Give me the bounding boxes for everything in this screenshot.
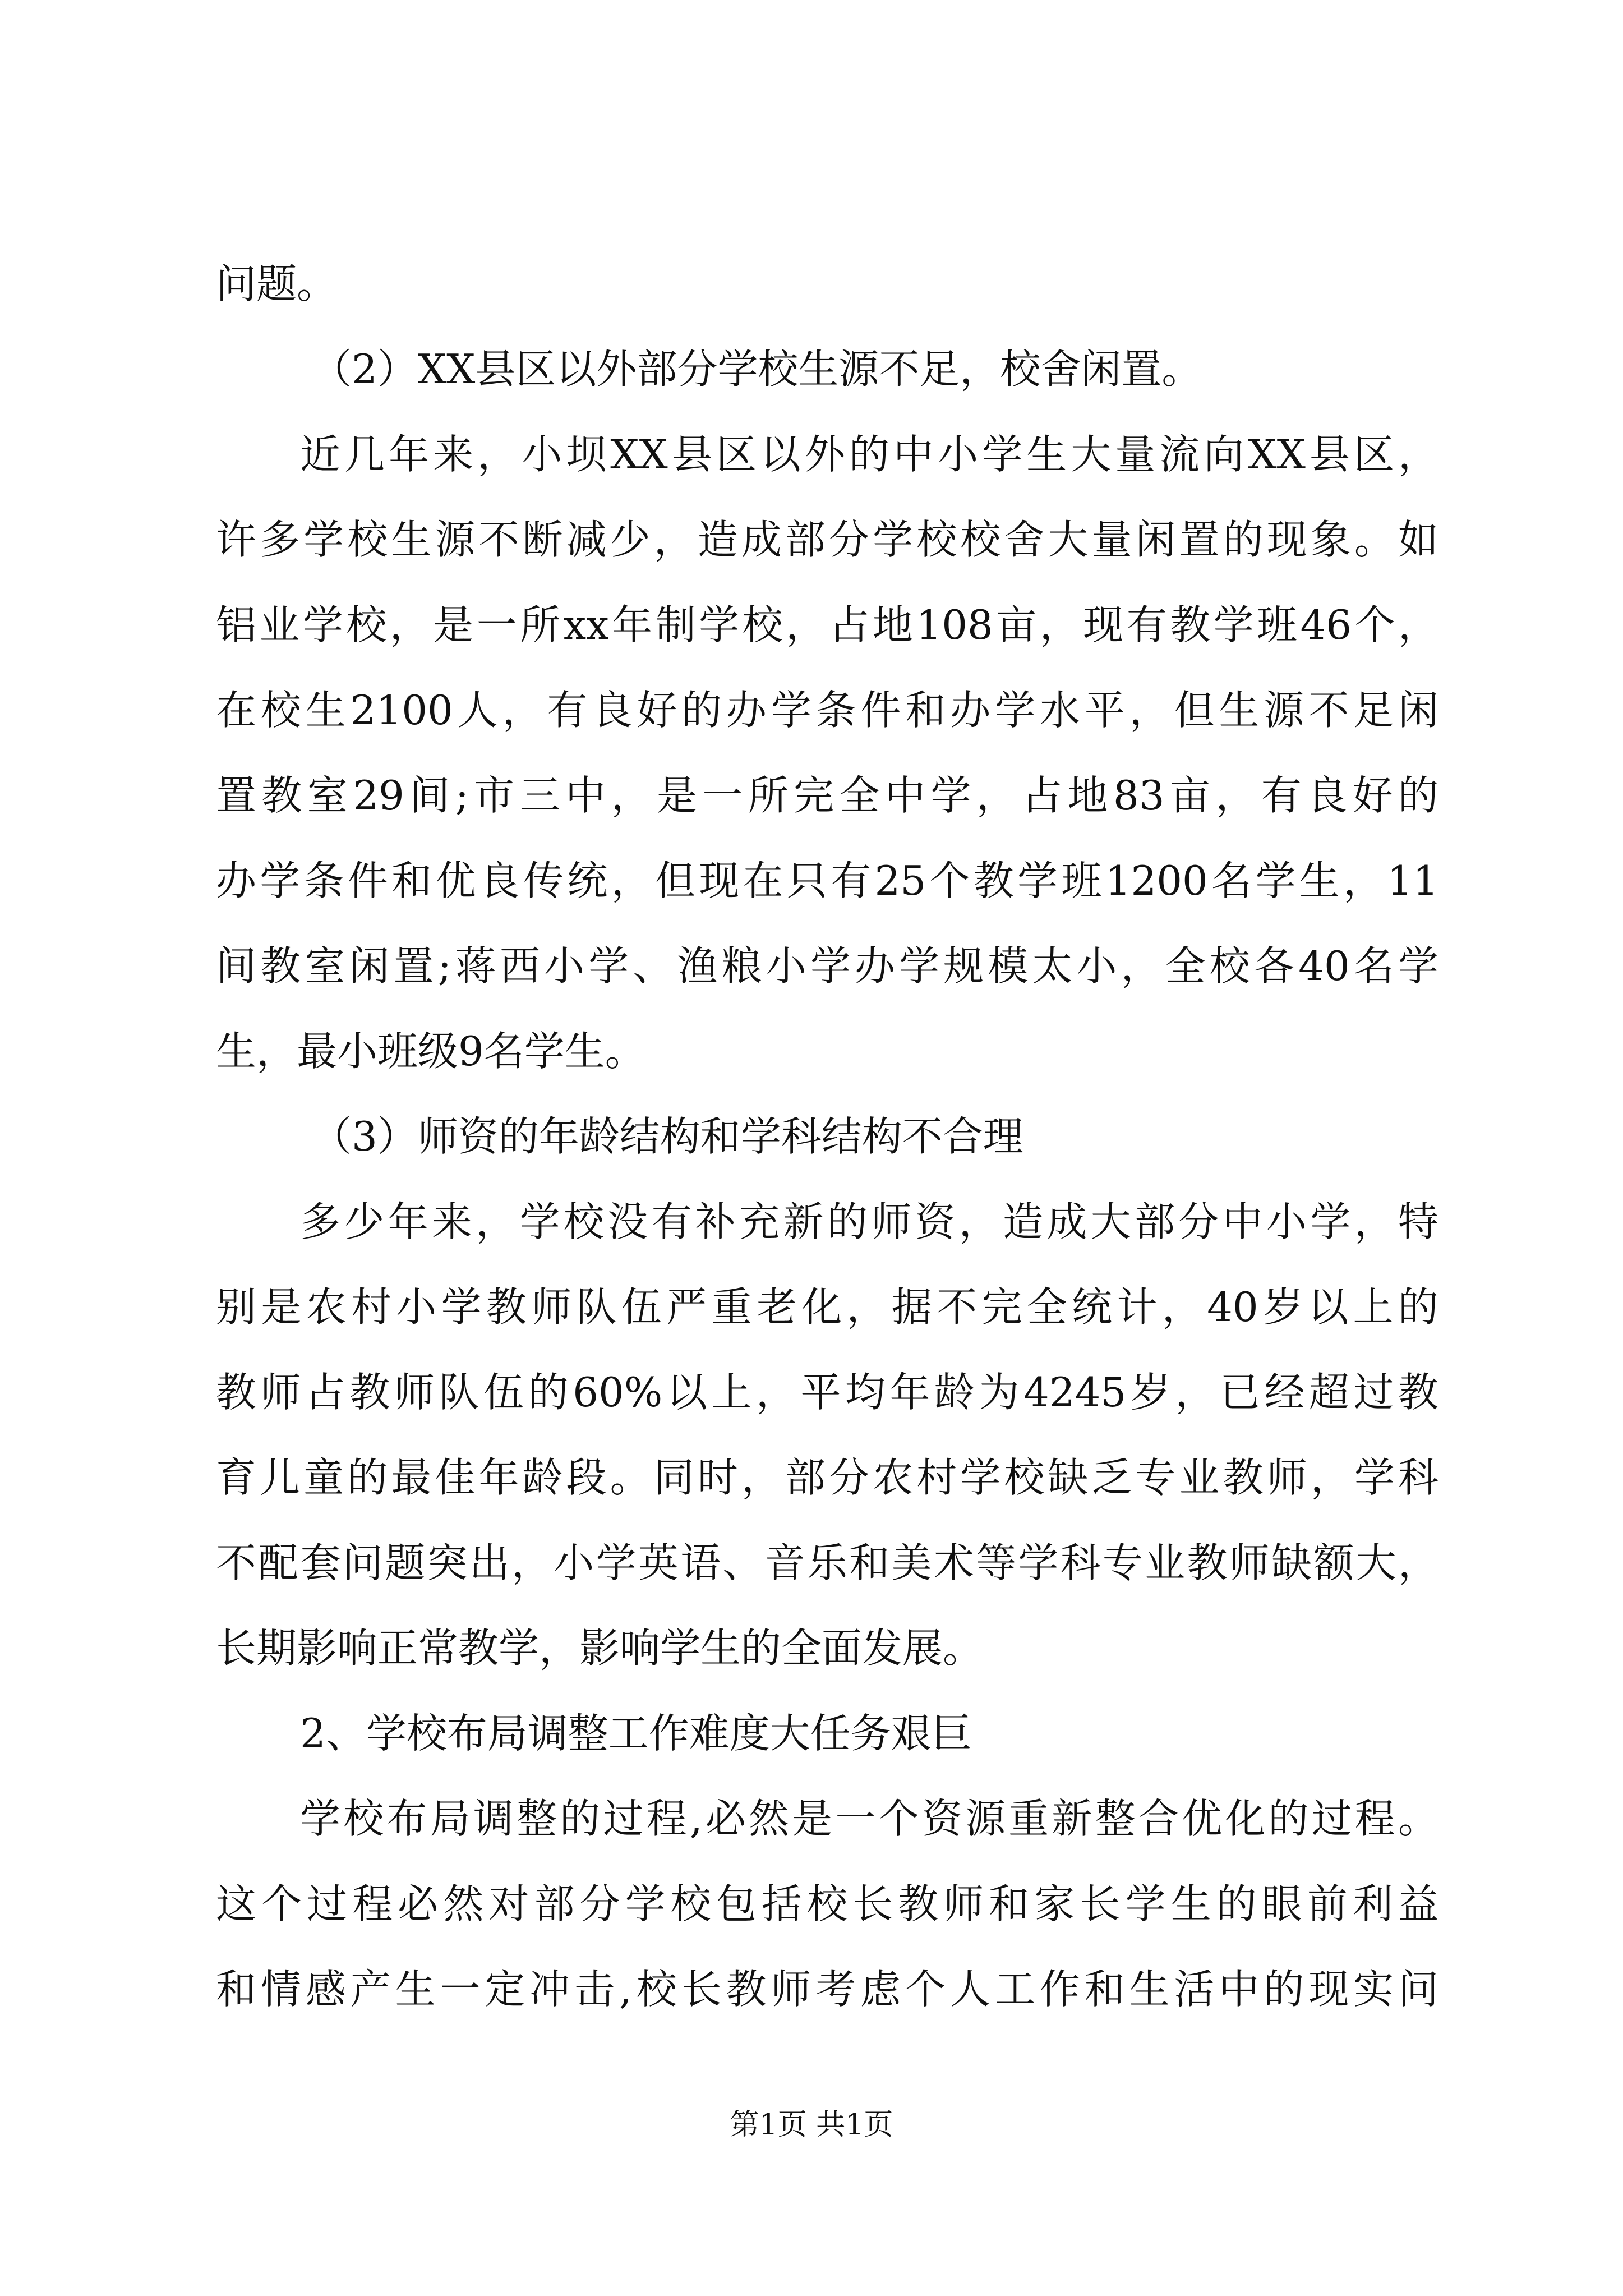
text-line: 教师占教师队伍的60%以上，平均年龄为4245岁，已经超过教	[216, 1369, 1438, 1416]
text-line: 办学条件和优良传统，但现在只有25个教学班1200名学生，11	[216, 857, 1438, 904]
text-line: 置教室29间;市三中，是一所完全中学，占地83亩，有良好的	[216, 772, 1438, 819]
text-line: 间教室闲置;蒋西小学、渔粮小学办学规模太小，全校各40名学	[216, 942, 1438, 990]
text-line: 学校布局调整的过程,必然是一个资源重新整合优化的过程。	[300, 1795, 1438, 1842]
subheading-line: （2）XX县区以外部分学校生源不足，校舍闲置。	[311, 346, 1202, 393]
text-line: 长期影响正常教学，影响学生的全面发展。	[216, 1625, 984, 1672]
section-heading-line: 2、学校布局调整工作难度大任务艰巨	[300, 1710, 972, 1757]
text-line: 许多学校生源不断减少，造成部分学校校舍大量闲置的现象。如	[216, 516, 1438, 563]
document-body	[216, 241, 1438, 2032]
text-line: 铝业学校，是一所xx年制学校，占地108亩，现有教学班46个，	[216, 601, 1438, 648]
subheading-line: （3）师资的年龄结构和学科结构不合理	[311, 1113, 1023, 1160]
text-line: 多少年来，学校没有补充新的师资，造成大部分中小学，特	[300, 1198, 1438, 1245]
text-line: 问题。	[216, 260, 338, 307]
text-line: 别是农村小学教师队伍严重老化，据不完全统计，40岁以上的	[216, 1283, 1438, 1331]
text-line: 育儿童的最佳年龄段。同时，部分农村学校缺乏专业教师，学科	[216, 1454, 1438, 1501]
text-line: 生，最小班级9名学生。	[216, 1028, 645, 1075]
text-line: 和情感产生一定冲击,校长教师考虑个人工作和生活中的现实问	[216, 1966, 1438, 2013]
text-line: 在校生2100人，有良好的办学条件和办学水平，但生源不足闲	[216, 687, 1438, 734]
text-line: 这个过程必然对部分学校包括校长教师和家长学生的眼前利益	[216, 1880, 1438, 1927]
page-footer: 第1页 共1页	[730, 2108, 893, 2142]
text-line: 近几年来，小坝XX县区以外的中小学生大量流向XX县区，	[300, 431, 1438, 478]
text-line: 不配套问题突出，小学英语、音乐和美术等学科专业教师缺额大，	[216, 1539, 1438, 1586]
